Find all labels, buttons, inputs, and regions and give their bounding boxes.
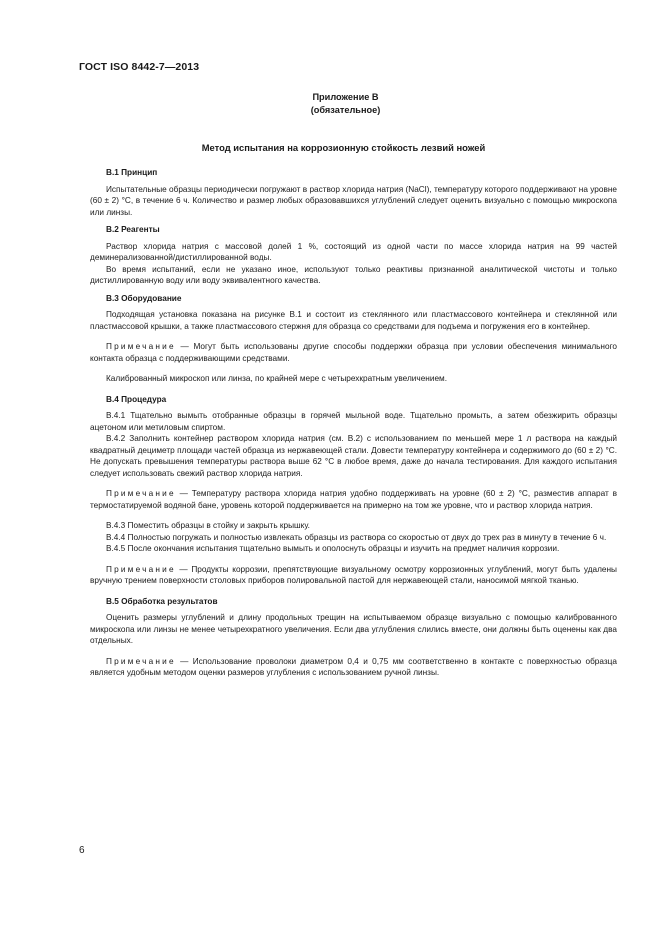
note-text: — Продукты коррозии, препятствующие визуальному осмотру коррозионных углублений, могут быть удалены вручную трением поверхности столовых приборов полировальной пастой для нержавеющей стали, наносимой мягкой тканью. bbox=[90, 564, 617, 585]
page-number: 6 bbox=[79, 845, 85, 856]
paragraph-b4-4: В.4.4 Полностью погружать и полностью извлекать образцы из раствора со скоростью от двух до трех раз в минуту в течение 6 ч. bbox=[106, 532, 607, 542]
note-b4-corrosion bbox=[90, 564, 617, 587]
section-heading-b3: В.3 Оборудование bbox=[106, 293, 182, 303]
section-heading-b1: В.1 Принцип bbox=[106, 168, 158, 177]
appendix-title: Приложение В bbox=[312, 92, 379, 102]
document-body bbox=[90, 167, 617, 679]
method-title: Метод испытания на коррозионную стойкость лезвий ножей bbox=[201, 142, 486, 153]
paragraph-b3-setup: Подходящая установка показана на рисунке В.1 и состоит из стеклянного или пластмассового контейнера и стеклянной или пластмассовой крышки, а также пластмассового стержня для образца со средствами для подъема и погружения его в контейнер. bbox=[90, 310, 617, 331]
section-heading-b2: В.2 Реагенты bbox=[106, 225, 160, 234]
note-text: — Могут быть использованы другие способы поддержки образца при условии обеспечения минимального контакта образца с поддерживающими средствами. bbox=[90, 342, 617, 363]
appendix-heading bbox=[0, 91, 661, 116]
note-b5 bbox=[90, 656, 617, 679]
paragraph-b3-microscope: Калиброванный микроскоп или линза, по крайней мере с четырехкратным увеличением. bbox=[106, 374, 447, 383]
note-text: — Использование проволоки диаметром 0,4 и 0,75 мм соответственно в контакте с поверхностью образца является удобным методом оценки размеров углубления с использованием ручной линзы. bbox=[90, 656, 617, 677]
note-text: — Температуру раствора хлорида натрия удобно поддерживать на уровне (60 ± 2) °С, разместив аппарат в термостатируемой водяной бане, уровень которой поддерживается на примерно на том же уровне, что и раствор хлорида натрия. bbox=[90, 489, 617, 510]
note-label: Примечание bbox=[106, 656, 176, 666]
note-label: Примечание bbox=[106, 489, 176, 498]
paragraph-b4-5: В.4.5 После окончания испытания тщательно вымыть и ополоснуть образцы и изучить на предмет наличия коррозии. bbox=[106, 544, 560, 553]
paragraph-b1-principle: Испытательные образцы периодически погружают в раствор хлорида натрия (NaCl), температуру которого поддерживают на уровне (60 ± 2) °С, в течение 6 ч. Количество и размер любых образовавшихся углублений следует оценить визуально с помощью микроскопа или линзы. bbox=[90, 184, 617, 217]
paragraph-b5-results: Оценить размеры углублений и длину продольных трещин на испытываемом образце визуально с помощью калиброванного микроскопа или линзы не менее четырехкратного увеличения. Если два углубления слились вместе, они должны быть оценены как два отдельных. bbox=[90, 613, 617, 645]
paragraph-b4-2: В.4.2 Заполнить контейнер раствором хлорида натрия (см. В.2) с использованием по меньшей мере 1 л раствора на каждый квадратный дециметр площади частей образца из нержавеющей стали. Довести температуру контейнера и содержимого до (60 ± 2) °С. Не допускать превышения температуры раствора выше 62 °С в любое время, даже до начала тестирования. Для каждого испытания следует использовать свежий раствор хлорида натрия. bbox=[90, 434, 617, 478]
section-heading-b4: В.4 Процедура bbox=[106, 394, 167, 404]
note-label: Примечание bbox=[106, 342, 176, 351]
document-header: ГОСТ ISO 8442-7—2013 bbox=[79, 61, 200, 73]
note-b3 bbox=[90, 341, 617, 364]
note-label: Примечание bbox=[106, 564, 176, 574]
paragraph-b2-solution: Раствор хлорида натрия с массовой долей 1 %, состоящий из одной части по массе хлорида натрия на 99 частей деминерализованной/дистиллированной воды. bbox=[90, 241, 617, 262]
appendix-subtitle: (обязательное) bbox=[310, 104, 381, 115]
paragraph-b4-3: В.4.3 Поместить образцы в стойку и закрыть крышку. bbox=[106, 521, 310, 530]
paragraph-b2-reagents: Во время испытаний, если не указано иное, используют только реактивы признанной аналитической чистоты и только дистиллированную воду или воду эквивалентного качества. bbox=[90, 264, 617, 285]
paragraph-b4-1: В.4.1 Тщательно вымыть отобранные образцы в горячей мыльной воде. Тщательно промыть, а затем обезжирить образцы ацетоном или метиловым спиртом. bbox=[90, 411, 617, 432]
note-b4-temperature bbox=[90, 488, 617, 511]
section-heading-b5: В.5 Обработка результатов bbox=[106, 596, 218, 606]
